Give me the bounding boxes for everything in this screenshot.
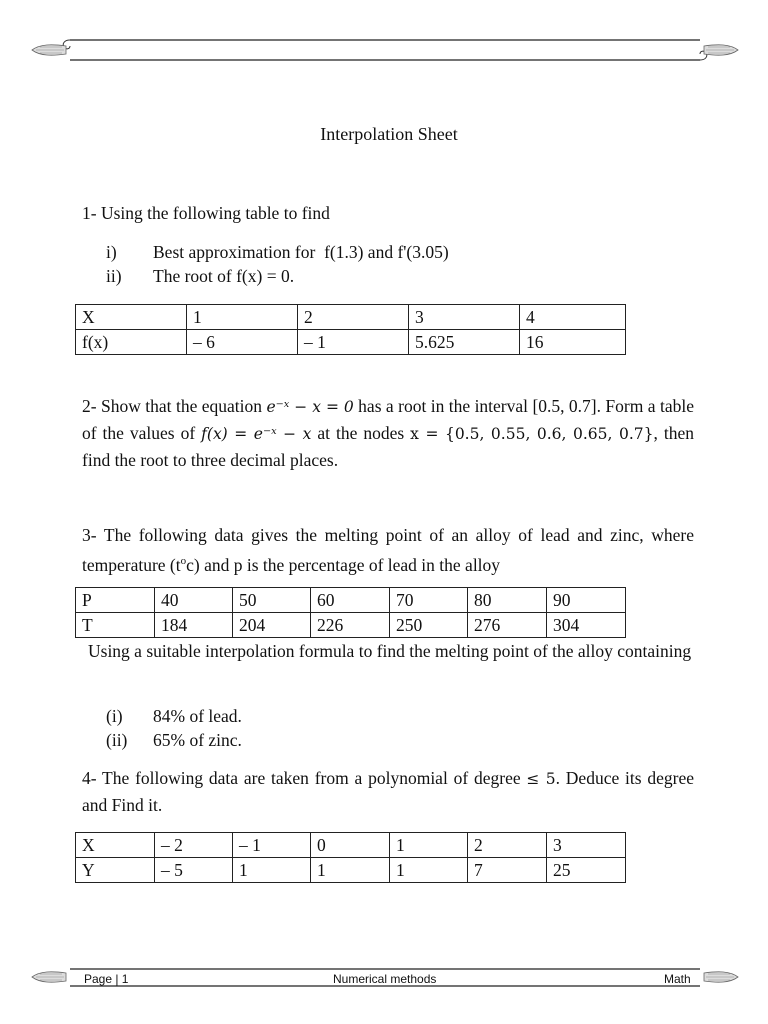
q1-table: [75, 304, 626, 355]
q1-item-1-label: i): [106, 242, 117, 262]
table-row: [76, 588, 626, 613]
table-cell: 204: [233, 613, 311, 638]
q4-table: [75, 832, 626, 883]
table-cell: 50: [233, 588, 311, 613]
scroll-ornament-icon: [30, 34, 740, 66]
q1-item-1: [106, 240, 449, 264]
q3-item-2: [106, 728, 242, 752]
table-cell: 60: [311, 588, 390, 613]
q3-after-text: Using a suitable interpolation formula to find the melting point of the alloy containing: [88, 641, 692, 661]
q4-text-1: 4- The following data are taken from a polynomial of degree: [82, 768, 527, 788]
table-cell: P: [76, 588, 155, 613]
footer-page-number: Page | 1: [84, 972, 129, 986]
table-cell: – 5: [155, 858, 233, 883]
table-cell: 184: [155, 613, 233, 638]
q3-text-2: c) and p is the percentage of lead in the alloy: [186, 554, 501, 575]
q3-text-1: 3- The following data gives the melting point of an alloy of lead and zinc, where temperature (t: [82, 525, 694, 575]
table-row: [76, 330, 626, 355]
q2-equation-1: e⁻ˣ − x = 0: [266, 398, 354, 416]
table-row: [76, 858, 626, 883]
table-cell: 3: [409, 305, 520, 330]
q2-text-2: has a root in the interval [0.5, 0.7]. Form a table of the values of: [82, 396, 699, 443]
question-1-text: 1- Using the following table to find: [82, 203, 330, 223]
table-cell: 2: [468, 833, 547, 858]
table-cell: – 1: [233, 833, 311, 858]
question-3-text: [82, 522, 694, 578]
table-cell: 7: [468, 858, 547, 883]
table-cell: 304: [547, 613, 626, 638]
table-row: [76, 613, 626, 638]
table-cell: Y: [76, 858, 155, 883]
table-row: [76, 305, 626, 330]
table-cell: 226: [311, 613, 390, 638]
table-cell: – 2: [155, 833, 233, 858]
question-2-text: [82, 393, 699, 473]
table-cell: – 6: [187, 330, 298, 355]
table-cell: 80: [468, 588, 547, 613]
table-cell: 90: [547, 588, 626, 613]
q2-text-1: 2- Show that the equation: [82, 396, 267, 416]
table-cell: 4: [520, 305, 626, 330]
page-title: Interpolation Sheet: [320, 124, 458, 144]
table-cell: 1: [311, 858, 390, 883]
table-cell: 5.625: [409, 330, 520, 355]
table-cell: 40: [155, 588, 233, 613]
table-cell: 1: [233, 858, 311, 883]
table-cell: X: [76, 833, 155, 858]
q4-text-2: . Deduce its degree and Find it.: [82, 768, 694, 815]
q3-item-1-text: 84% of lead.: [153, 706, 242, 726]
footer-subject: Math: [664, 972, 691, 986]
q2-text-4: , then find the root to three decimal places.: [82, 423, 694, 470]
table-cell: 16: [520, 330, 626, 355]
q3-degree-sup: o: [180, 555, 187, 567]
table-cell: T: [76, 613, 155, 638]
q3-item-2-text: 65% of zinc.: [153, 730, 242, 750]
table-row: [76, 833, 626, 858]
table-cell: f(x): [76, 330, 187, 355]
table-cell: 3: [547, 833, 626, 858]
table-cell: X: [76, 305, 187, 330]
header-scroll-border: [30, 34, 740, 66]
q2-equation-2: f(x) = e⁻ˣ − x: [201, 425, 312, 443]
table-cell: 1: [390, 833, 468, 858]
q2-equation-3: x = {0.5, 0.55, 0.6, 0.65, 0.7}: [410, 425, 654, 443]
table-cell: 70: [390, 588, 468, 613]
table-cell: 276: [468, 613, 547, 638]
table-cell: 2: [298, 305, 409, 330]
q1-item-2-label: ii): [106, 266, 122, 286]
q4-inequality: ≤ 5: [526, 770, 556, 788]
q1-item-2: [106, 264, 294, 288]
q3-table: [75, 587, 626, 638]
table-cell: 0: [311, 833, 390, 858]
table-cell: 250: [390, 613, 468, 638]
table-cell: 1: [187, 305, 298, 330]
q2-text-3: at the nodes: [311, 423, 411, 443]
q1-item-2-text: The root of f(x) = 0.: [153, 266, 295, 286]
question-4-text: [82, 765, 694, 818]
footer-course-name: Numerical methods: [333, 972, 437, 986]
q3-item-1-label: (i): [106, 706, 123, 726]
table-cell: 1: [390, 858, 468, 883]
q3-item-1: [106, 704, 242, 728]
q3-item-2-label: (ii): [106, 730, 128, 750]
q1-item-1-text: Best approximation for f(1.3) and f'(3.05): [153, 242, 449, 262]
table-cell: 25: [547, 858, 626, 883]
table-cell: – 1: [298, 330, 409, 355]
